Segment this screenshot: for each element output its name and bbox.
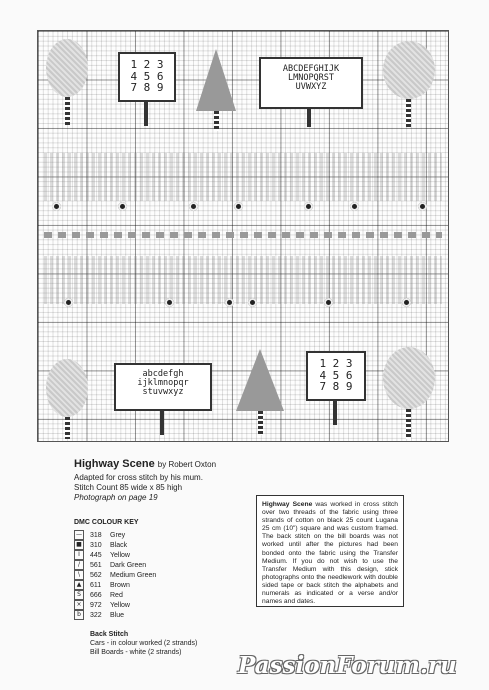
colour-key-row — [74, 570, 156, 580]
colour-key-row — [74, 540, 156, 550]
billboard-numbers-bottom: 1 2 3 4 5 6 7 8 9 — [306, 351, 366, 401]
billboard-post — [144, 102, 148, 126]
car-wheel — [189, 202, 198, 211]
colour-key-row — [74, 580, 156, 590]
car-lane-upper — [44, 153, 442, 201]
pattern-info — [74, 458, 216, 503]
colour-key-title: DMC COLOUR KEY — [74, 519, 139, 526]
car-wheel — [64, 298, 73, 307]
photograph-ref: Photograph on page 19 — [74, 493, 158, 502]
watermark: PassionForum.ru — [238, 652, 457, 679]
pattern-title-line — [74, 458, 216, 470]
dmc-code: 562 — [90, 571, 102, 579]
billboard-alphabet-top: ABCDEFGHIJK LMNOPQRST UVWXYZ — [259, 57, 363, 109]
pine-tree-bottom — [236, 349, 284, 411]
colour-name: Yellow — [110, 601, 130, 609]
car-wheel — [225, 298, 234, 307]
car-wheel — [324, 298, 333, 307]
instructions-lead: Highway Scene — [262, 501, 313, 508]
dmc-code: 972 — [90, 601, 102, 609]
back-stitch-title: Back Stitch — [90, 631, 129, 638]
billboard-post — [333, 401, 337, 425]
stitch-count: Stitch Count 85 wide x 85 high — [74, 483, 183, 492]
instructions-body: was worked in cross stitch over two threads of the fabric using three strands of cotton on black 25 count Lugana 25 cm (10") square and was custom framed. The back stitch on the bill boards was not worked until after the pictures had been bonded onto the fabric using the Transfer Medium. If you do not wish to use the Transfer Medium with this design, stick photographs onto the needlework with double sided tape or back stitch the alphabets and numerals as indicated or a verse and/or names and dates. — [262, 501, 398, 606]
dmc-code: 611 — [90, 581, 102, 589]
billboard-post — [160, 411, 164, 435]
tree-trunk — [65, 417, 70, 439]
pine-tree-top — [196, 49, 236, 111]
colour-name: Black — [110, 541, 128, 549]
tree-trunk — [214, 111, 219, 131]
back-stitch-cars: Cars - in colour worked (2 strands) — [90, 640, 198, 647]
stitch-symbol: ▲ — [74, 580, 84, 590]
tree-trunk — [406, 99, 411, 127]
round-tree-bottom-right — [383, 347, 435, 409]
colour-name: Grey — [110, 531, 126, 539]
car-wheel — [350, 202, 359, 211]
stitch-symbol: / — [74, 560, 84, 570]
pattern-title: Highway Scene — [74, 458, 155, 470]
tree-trunk — [406, 409, 411, 439]
stitch-symbol: \ — [74, 570, 84, 580]
dmc-code: 322 — [90, 611, 102, 619]
colour-name: Medium Green — [110, 571, 157, 579]
colour-key-row — [74, 530, 156, 540]
car-wheel — [248, 298, 257, 307]
tree-trunk — [65, 97, 70, 125]
colour-key-row — [74, 590, 156, 600]
billboard-post — [307, 109, 311, 127]
stitch-symbol: ■ — [74, 540, 84, 550]
stitch-symbol: S — [74, 590, 84, 600]
colour-name: Yellow — [110, 551, 130, 559]
car-wheel — [402, 298, 411, 307]
colour-key-row — [74, 600, 156, 610]
car-wheel — [118, 202, 127, 211]
colour-key-row — [74, 610, 156, 620]
dmc-code: 561 — [90, 561, 102, 569]
colour-name: Red — [110, 591, 123, 599]
stitch-symbol: I — [74, 550, 84, 560]
car-wheel — [418, 202, 427, 211]
car-wheel — [52, 202, 61, 211]
pattern-adapted: Adapted for cross stitch by his mum. — [74, 473, 203, 482]
stitch-symbol: × — [74, 600, 84, 610]
tree-trunk — [258, 411, 263, 435]
dmc-code: 445 — [90, 551, 102, 559]
colour-name: Blue — [110, 611, 125, 619]
colour-name: Brown — [110, 581, 130, 589]
round-tree-top-right — [383, 41, 435, 99]
pattern-author: by Robert Oxton — [157, 460, 217, 469]
car-wheel — [234, 202, 243, 211]
dmc-code: 318 — [90, 531, 102, 539]
car-wheel — [165, 298, 174, 307]
car-lane-lower — [44, 256, 442, 304]
round-tree-top-left — [46, 39, 88, 97]
cross-stitch-chart — [37, 30, 449, 442]
dmc-code: 310 — [90, 541, 102, 549]
stitch-symbol: — — [76, 531, 82, 538]
car-wheel — [304, 202, 313, 211]
colour-key-row — [74, 550, 156, 560]
round-tree-bottom-left — [46, 359, 88, 417]
billboard-numbers-top: 1 2 3 4 5 6 7 8 9 — [118, 52, 176, 102]
stitch-symbol: b — [74, 610, 84, 620]
billboard-alphabet-bottom: abcdefgh ijklmnopqr stuvwxyz — [114, 363, 212, 411]
colour-name: Dark Green — [110, 561, 147, 569]
dmc-code: 666 — [90, 591, 102, 599]
back-stitch-billboards: Bill Boards - white (2 strands) — [90, 649, 182, 656]
road-center-line — [44, 232, 442, 238]
colour-key-row — [74, 560, 156, 570]
instructions-box — [256, 495, 404, 607]
colour-key-list — [74, 530, 156, 620]
back-stitch-info — [90, 630, 197, 657]
